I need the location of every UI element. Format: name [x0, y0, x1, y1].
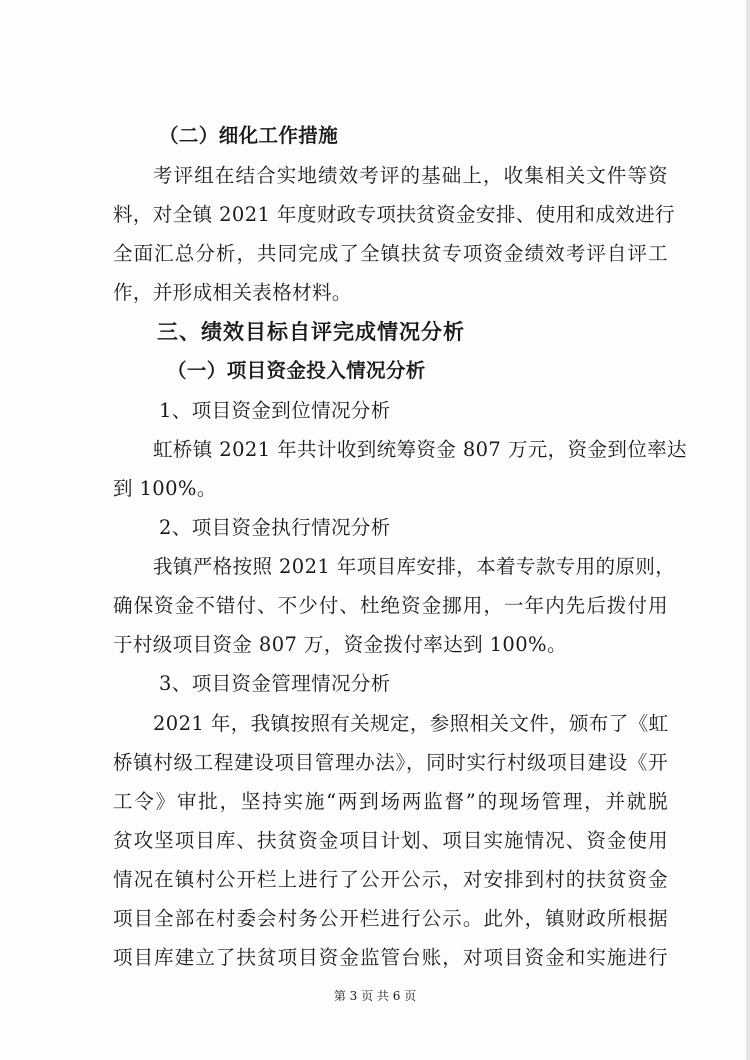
- paragraph-line: 料，对全镇 2021 年度财政专项扶贫资金安排、使用和成效进行: [113, 203, 675, 226]
- paragraph-line: 贫攻坚项目库、扶贫资金项目计划、项目实施情况、资金使用: [113, 829, 668, 852]
- item-heading-fund-management: 3、项目资金管理情况分析: [159, 672, 391, 695]
- paragraph-line: 桥镇村级工程建设项目管理办法》，同时实行村级项目建设《开: [113, 751, 668, 774]
- paragraph-line: 到 100%。: [113, 477, 217, 500]
- paragraph-line: 确保资金不错付、不少付、杜绝资金挪用，一年内先后拨付用: [113, 594, 668, 617]
- paragraph-line: 我镇严格按照 2021 年项目库安排，本着专款专用的原则，: [153, 555, 676, 578]
- paragraph-line: 2021 年，我镇按照有关规定，参照相关文件，颁布了《虹: [153, 712, 669, 735]
- paragraph-line: 情况在镇村公开栏上进行了公开公示，对安排到村的扶贫资金: [113, 868, 668, 891]
- paragraph-line: 项目全部在村委会村务公开栏进行公示。此外，镇财政所根据: [113, 907, 668, 930]
- item-heading-fund-execution: 2、项目资金执行情况分析: [159, 516, 391, 539]
- section-heading-self-evaluation: 三、绩效目标自评完成情况分析: [157, 320, 465, 344]
- paragraph-line: 虹桥镇 2021 年共计收到统筹资金 807 万元，资金到位率达: [153, 438, 687, 461]
- paragraph-line: 于村级项目资金 807 万，资金拨付率达到 100%。: [113, 633, 567, 656]
- paragraph-line: 全面汇总分析，共同完成了全镇扶贫专项资金绩效考评自评工: [113, 242, 668, 265]
- section-heading-detailed-measures: （二）细化工作措施: [159, 124, 339, 147]
- page-number-footer: 第 3 页 共 6 页: [333, 989, 417, 1003]
- paragraph-line: 项目库建立了扶贫项目资金监管台账，对项目资金和实施进行: [113, 946, 668, 969]
- paragraph-line: 考评组在结合实地绩效考评的基础上，收集相关文件等资: [153, 164, 668, 187]
- scan-edge: [746, 0, 750, 1060]
- item-heading-fund-arrival: 1、项目资金到位情况分析: [159, 399, 391, 422]
- paragraph-line: 工令》审批，坚持实施“两到场两监督”的现场管理，并就脱: [113, 790, 668, 813]
- paragraph-line: 作，并形成相关表格材料。: [113, 281, 352, 304]
- subsection-heading-fund-input: （一）项目资金投入情况分析: [167, 359, 426, 382]
